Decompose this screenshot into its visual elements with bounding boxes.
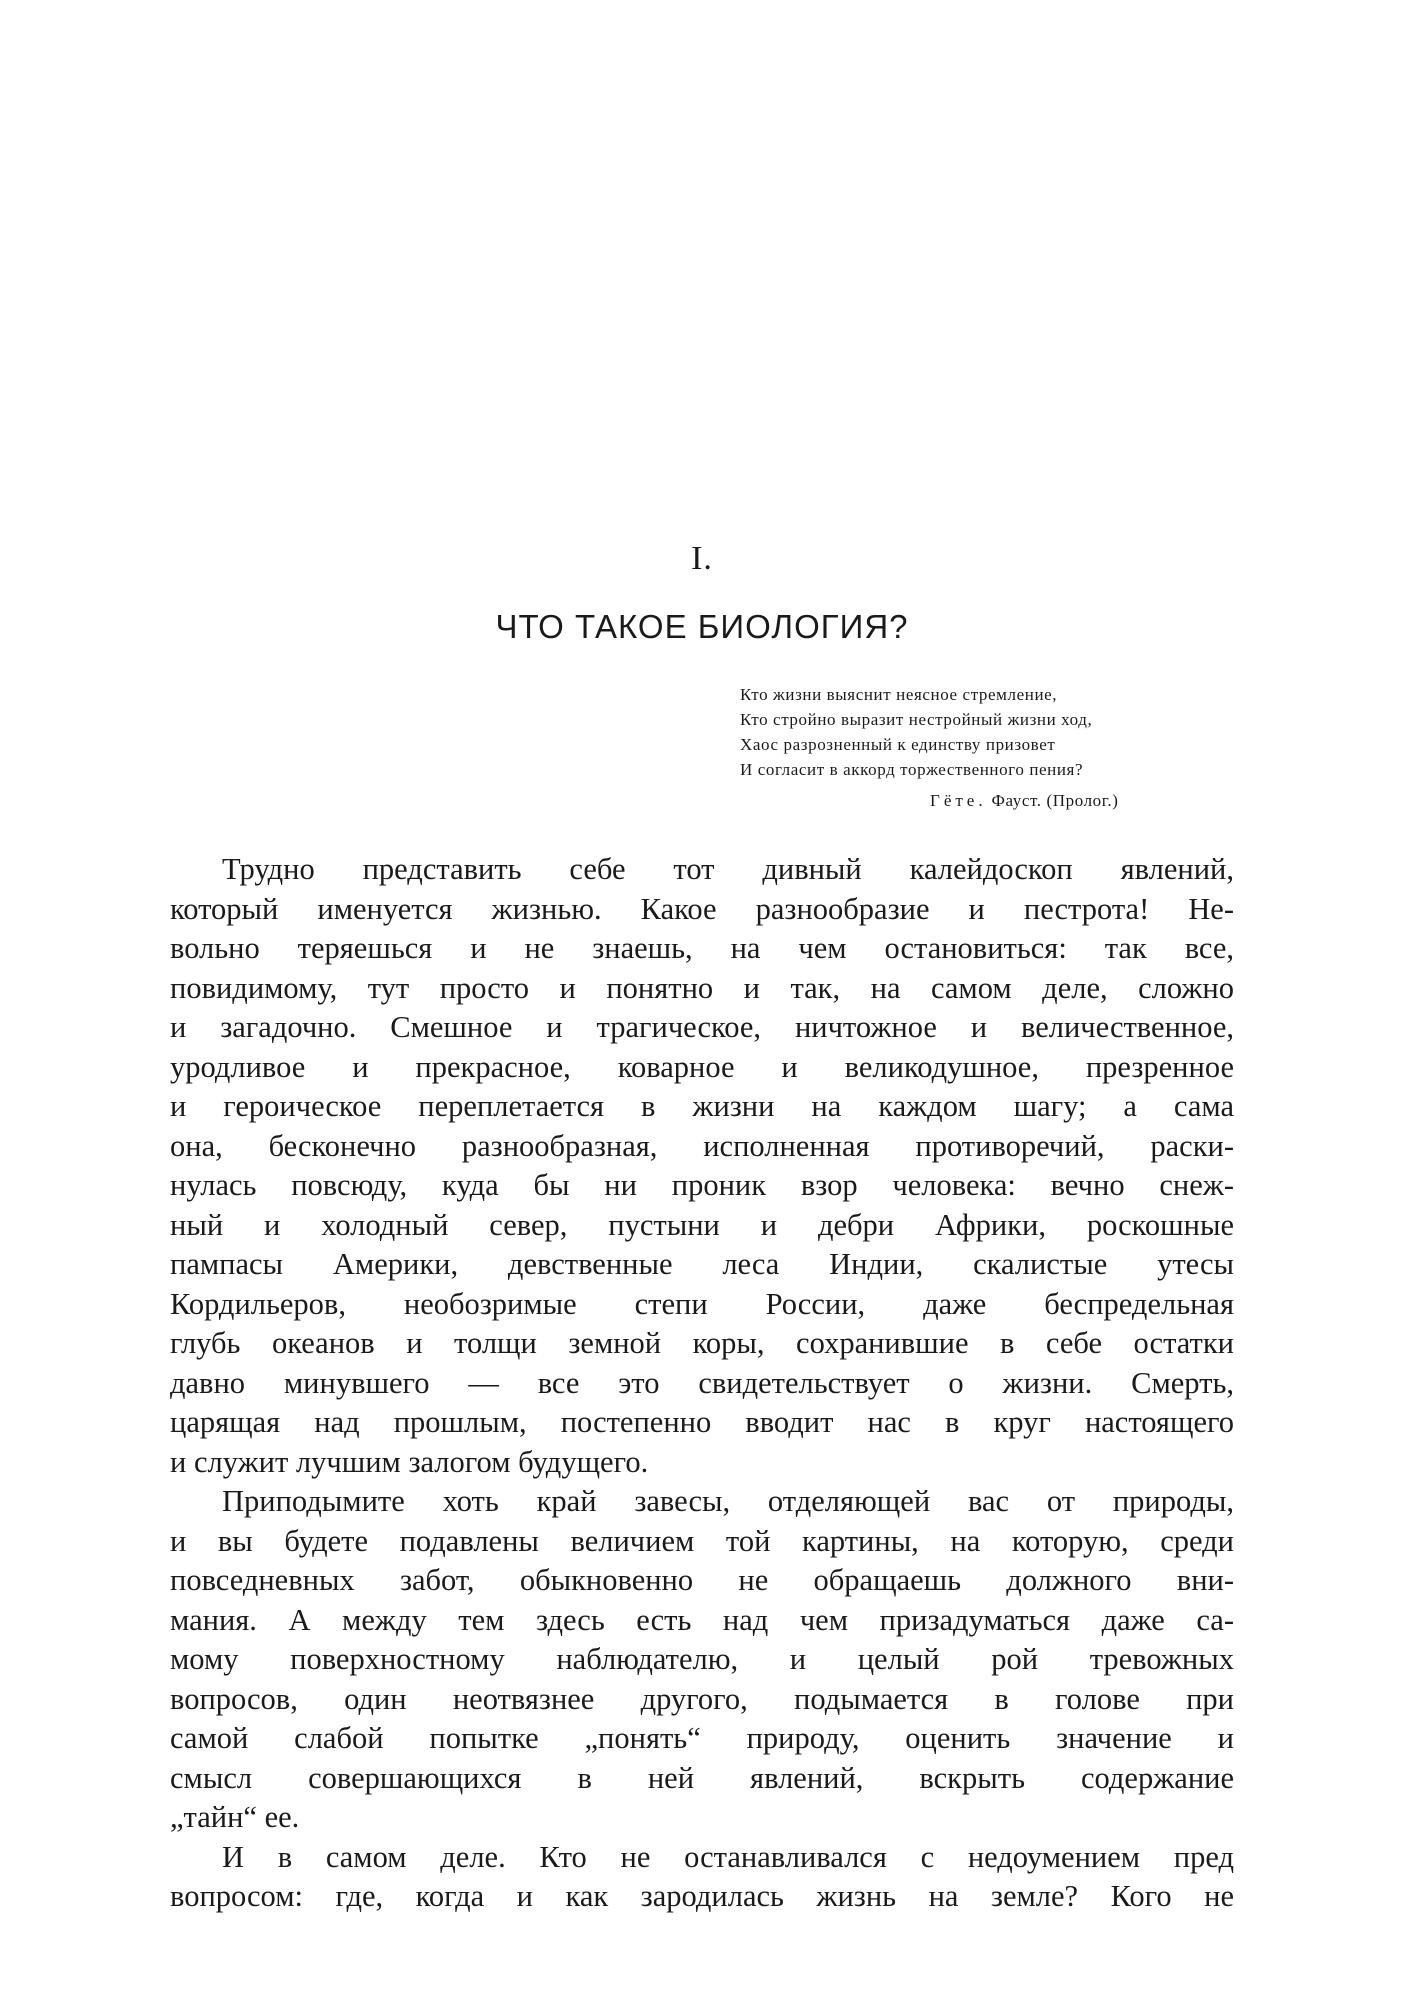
- text-line: царящая над прошлым, постепенно вводит нас в круг настоящего: [170, 1405, 1234, 1439]
- epigraph-line: Хаос разрозненный к единству призовет: [740, 735, 1056, 754]
- text-line: мому поверхностному наблюдателю, и целый рой тревожных: [170, 1642, 1234, 1676]
- text-line: вопросом: где, когда и как зародилась жизнь на земле? Кого не: [170, 1879, 1234, 1913]
- text-line: и загадочно. Смешное и трагическое, ничтожное и величественное,: [170, 1010, 1234, 1044]
- text-line: и вы будете подавлены величием той картины, на которую, среди: [170, 1523, 1234, 1558]
- text-line: который именуется жизнью. Какое разнообразие и пестрота! Не-: [170, 891, 1234, 926]
- epigraph: [740, 682, 1240, 813]
- epigraph-source: Фауст. (Пролог.): [991, 791, 1119, 810]
- text-line: мания. А между тем здесь есть над чем призадуматься даже са-: [170, 1602, 1234, 1637]
- epigraph-attribution: [740, 788, 1240, 813]
- text-line: и служит лучшим залогом будущего.: [170, 1444, 649, 1479]
- epigraph-author: Гёте.: [930, 791, 987, 810]
- text-line: Трудно представить себе тот дивный калейдоскоп явлений,: [222, 852, 1234, 886]
- paragraph-2: [170, 1482, 1234, 1838]
- epigraph-line: И согласит в аккорд торжественного пения?: [740, 760, 1084, 779]
- paragraph-1: [170, 850, 1234, 1482]
- text-line: Приподымите хоть край завесы, отделяющей вас от природы,: [222, 1484, 1234, 1518]
- text-line: и героическое переплетается в жизни на каждом шагу; а сама: [170, 1089, 1234, 1123]
- text-line: ный и холодный север, пустыни и дебри Африки, роскошные: [170, 1207, 1234, 1242]
- text-line: вопросов, один неотвязнее другого, подымается в голове при: [170, 1681, 1234, 1716]
- text-line: повседневных забот, обыкновенно не обращаешь должного вни-: [170, 1563, 1234, 1597]
- text-line: глубь океанов и толщи земной коры, сохранившие в себе остатки: [170, 1326, 1234, 1360]
- epigraph-line: Кто стройно выразит нестройный жизни ход,: [740, 710, 1093, 729]
- text-line: она, бесконечно разнообразная, исполненная противоречий, раски-: [170, 1128, 1234, 1163]
- chapter-number: I.: [691, 540, 713, 577]
- text-line: „тайн“ ее.: [170, 1800, 300, 1834]
- text-line: И в самом деле. Кто не останавливался с недоумением пред: [222, 1839, 1234, 1874]
- text-line: Кордильеров, необозримые степи России, даже беспредельная: [170, 1286, 1234, 1321]
- text-line: вольно теряешься и не знаешь, на чем остановиться: так все,: [170, 931, 1234, 965]
- text-line: пампасы Америки, девственные леса Индии, скалистые утесы: [170, 1247, 1234, 1281]
- text-line: самой слабой попытке „понять“ природу, оценить значение и: [170, 1721, 1234, 1755]
- body-text: [170, 850, 1234, 1917]
- text-line: давно минувшего — все это свидетельствует о жизни. Смерть,: [170, 1365, 1234, 1400]
- text-line: уродливое и прекрасное, коварное и великодушное, презренное: [170, 1049, 1234, 1084]
- text-line: нулась повсюду, куда бы ни проник взор человека: вечно снеж-: [170, 1168, 1234, 1202]
- epigraph-line: Кто жизни выяснит неясное стремление,: [740, 685, 1058, 704]
- text-line: смысл совершающихся в ней явлений, вскрыть содержание: [170, 1760, 1234, 1795]
- text-line: повидимому, тут просто и понятно и так, на самом деле, сложно: [170, 970, 1234, 1005]
- chapter-title: ЧТО ТАКОЕ БИОЛОГИЯ?: [495, 608, 909, 645]
- paragraph-3: [170, 1838, 1234, 1917]
